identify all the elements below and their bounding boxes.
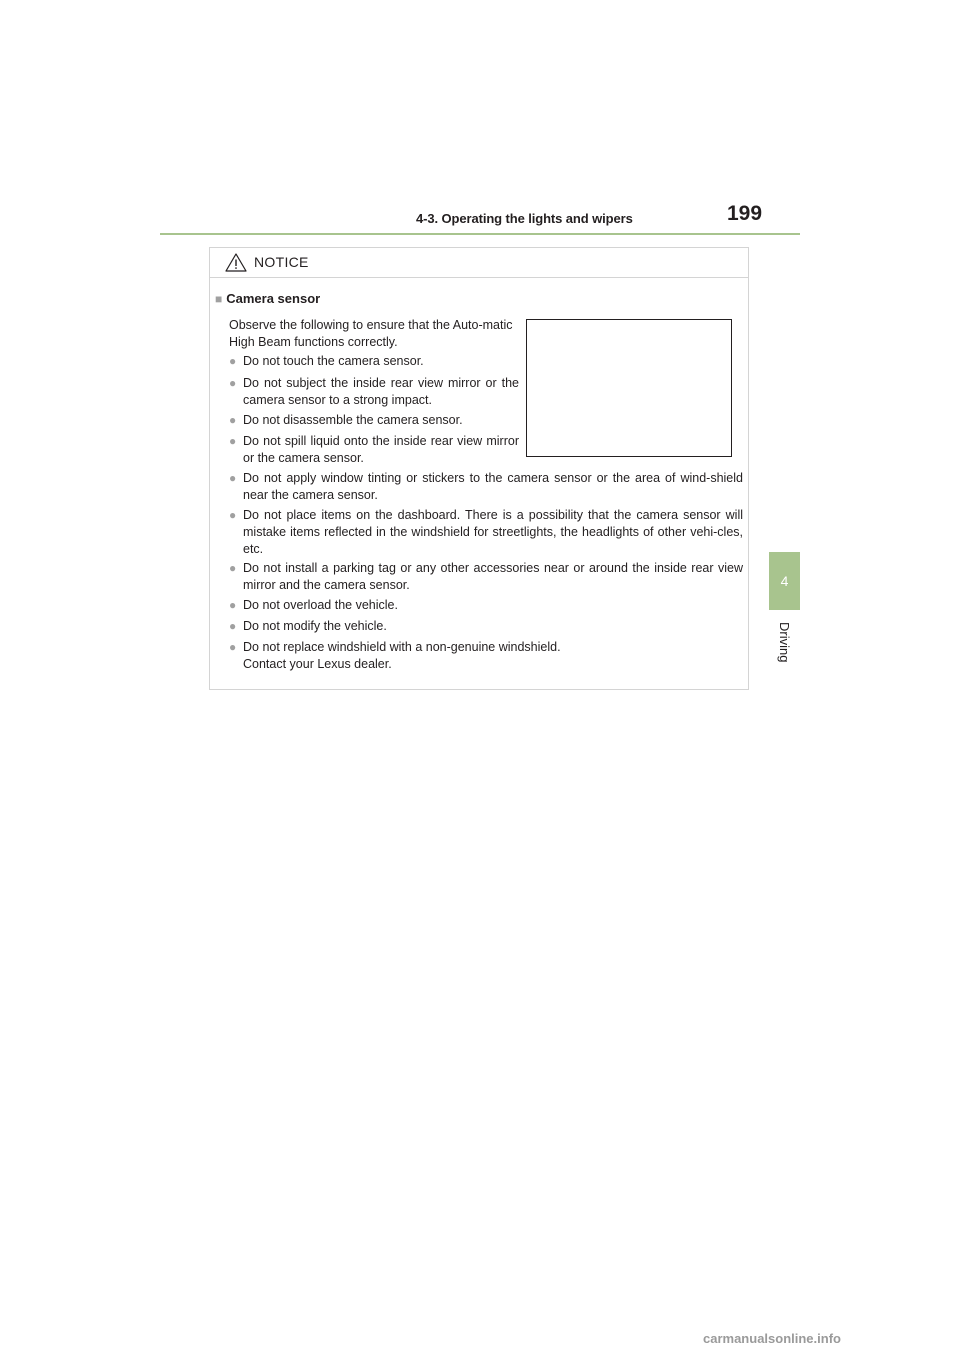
list-item: ● Do not apply window tinting or stickers to the camera sensor or the area of wind-shield near the camera sensor. bbox=[229, 471, 743, 502]
bullet-icon: ● bbox=[229, 413, 237, 427]
bullet-icon: ● bbox=[229, 354, 237, 368]
camera-sensor-figure bbox=[526, 319, 732, 457]
list-item: ● Do not place items on the dashboard. There is a possibility that the camera sensor will mistake items reflected in the windshield for streetlights, the headlights of other vehi-cles, etc. bbox=[229, 508, 743, 556]
list-item: ● Do not overload the vehicle. bbox=[229, 598, 398, 612]
square-bullet-icon: ■ bbox=[215, 292, 223, 306]
bullet-icon: ● bbox=[229, 640, 237, 654]
bullet-icon: ● bbox=[229, 434, 237, 448]
chapter-tab: 4 bbox=[769, 552, 800, 610]
page-number: 199 bbox=[727, 202, 763, 225]
watermark: carmanualsonline.info bbox=[703, 1331, 841, 1346]
notice-intro: Observe the following to ensure that the Auto-matic High Beam functions correctly. bbox=[229, 318, 513, 349]
bullet-icon: ● bbox=[229, 508, 237, 522]
list-item: ● Do not replace windshield with a non-genuine windshield. Contact your Lexus dealer. bbox=[229, 640, 561, 671]
chapter-label: Driving bbox=[777, 621, 792, 663]
list-item: ● Do not touch the camera sensor. bbox=[229, 354, 424, 368]
bullet-icon: ● bbox=[229, 471, 237, 485]
list-item: ● Do not disassemble the camera sensor. bbox=[229, 413, 463, 427]
notice-title: NOTICE bbox=[254, 254, 309, 270]
section-title: 4-3. Operating the lights and wipers bbox=[416, 211, 633, 226]
bullet-icon: ● bbox=[229, 561, 237, 575]
list-item: ● Do not install a parking tag or any other accessories near or around the inside rear view mirror and the camera sensor. bbox=[229, 561, 743, 592]
notice-header bbox=[210, 248, 748, 278]
list-item: ● Do not spill liquid onto the inside rear view mirror or the camera sensor. bbox=[229, 434, 519, 465]
list-item: ● Do not modify the vehicle. bbox=[229, 619, 387, 633]
bullet-icon: ● bbox=[229, 619, 237, 633]
bullet-icon: ● bbox=[229, 598, 237, 612]
notice-subheading: ■ Camera sensor bbox=[215, 291, 321, 306]
notice-box bbox=[209, 247, 749, 690]
bullet-icon: ● bbox=[229, 376, 237, 390]
header-divider bbox=[160, 233, 800, 235]
warning-triangle-icon bbox=[225, 253, 247, 277]
list-item: ● Do not subject the inside rear view mirror or the camera sensor to a strong impact. bbox=[229, 376, 519, 407]
